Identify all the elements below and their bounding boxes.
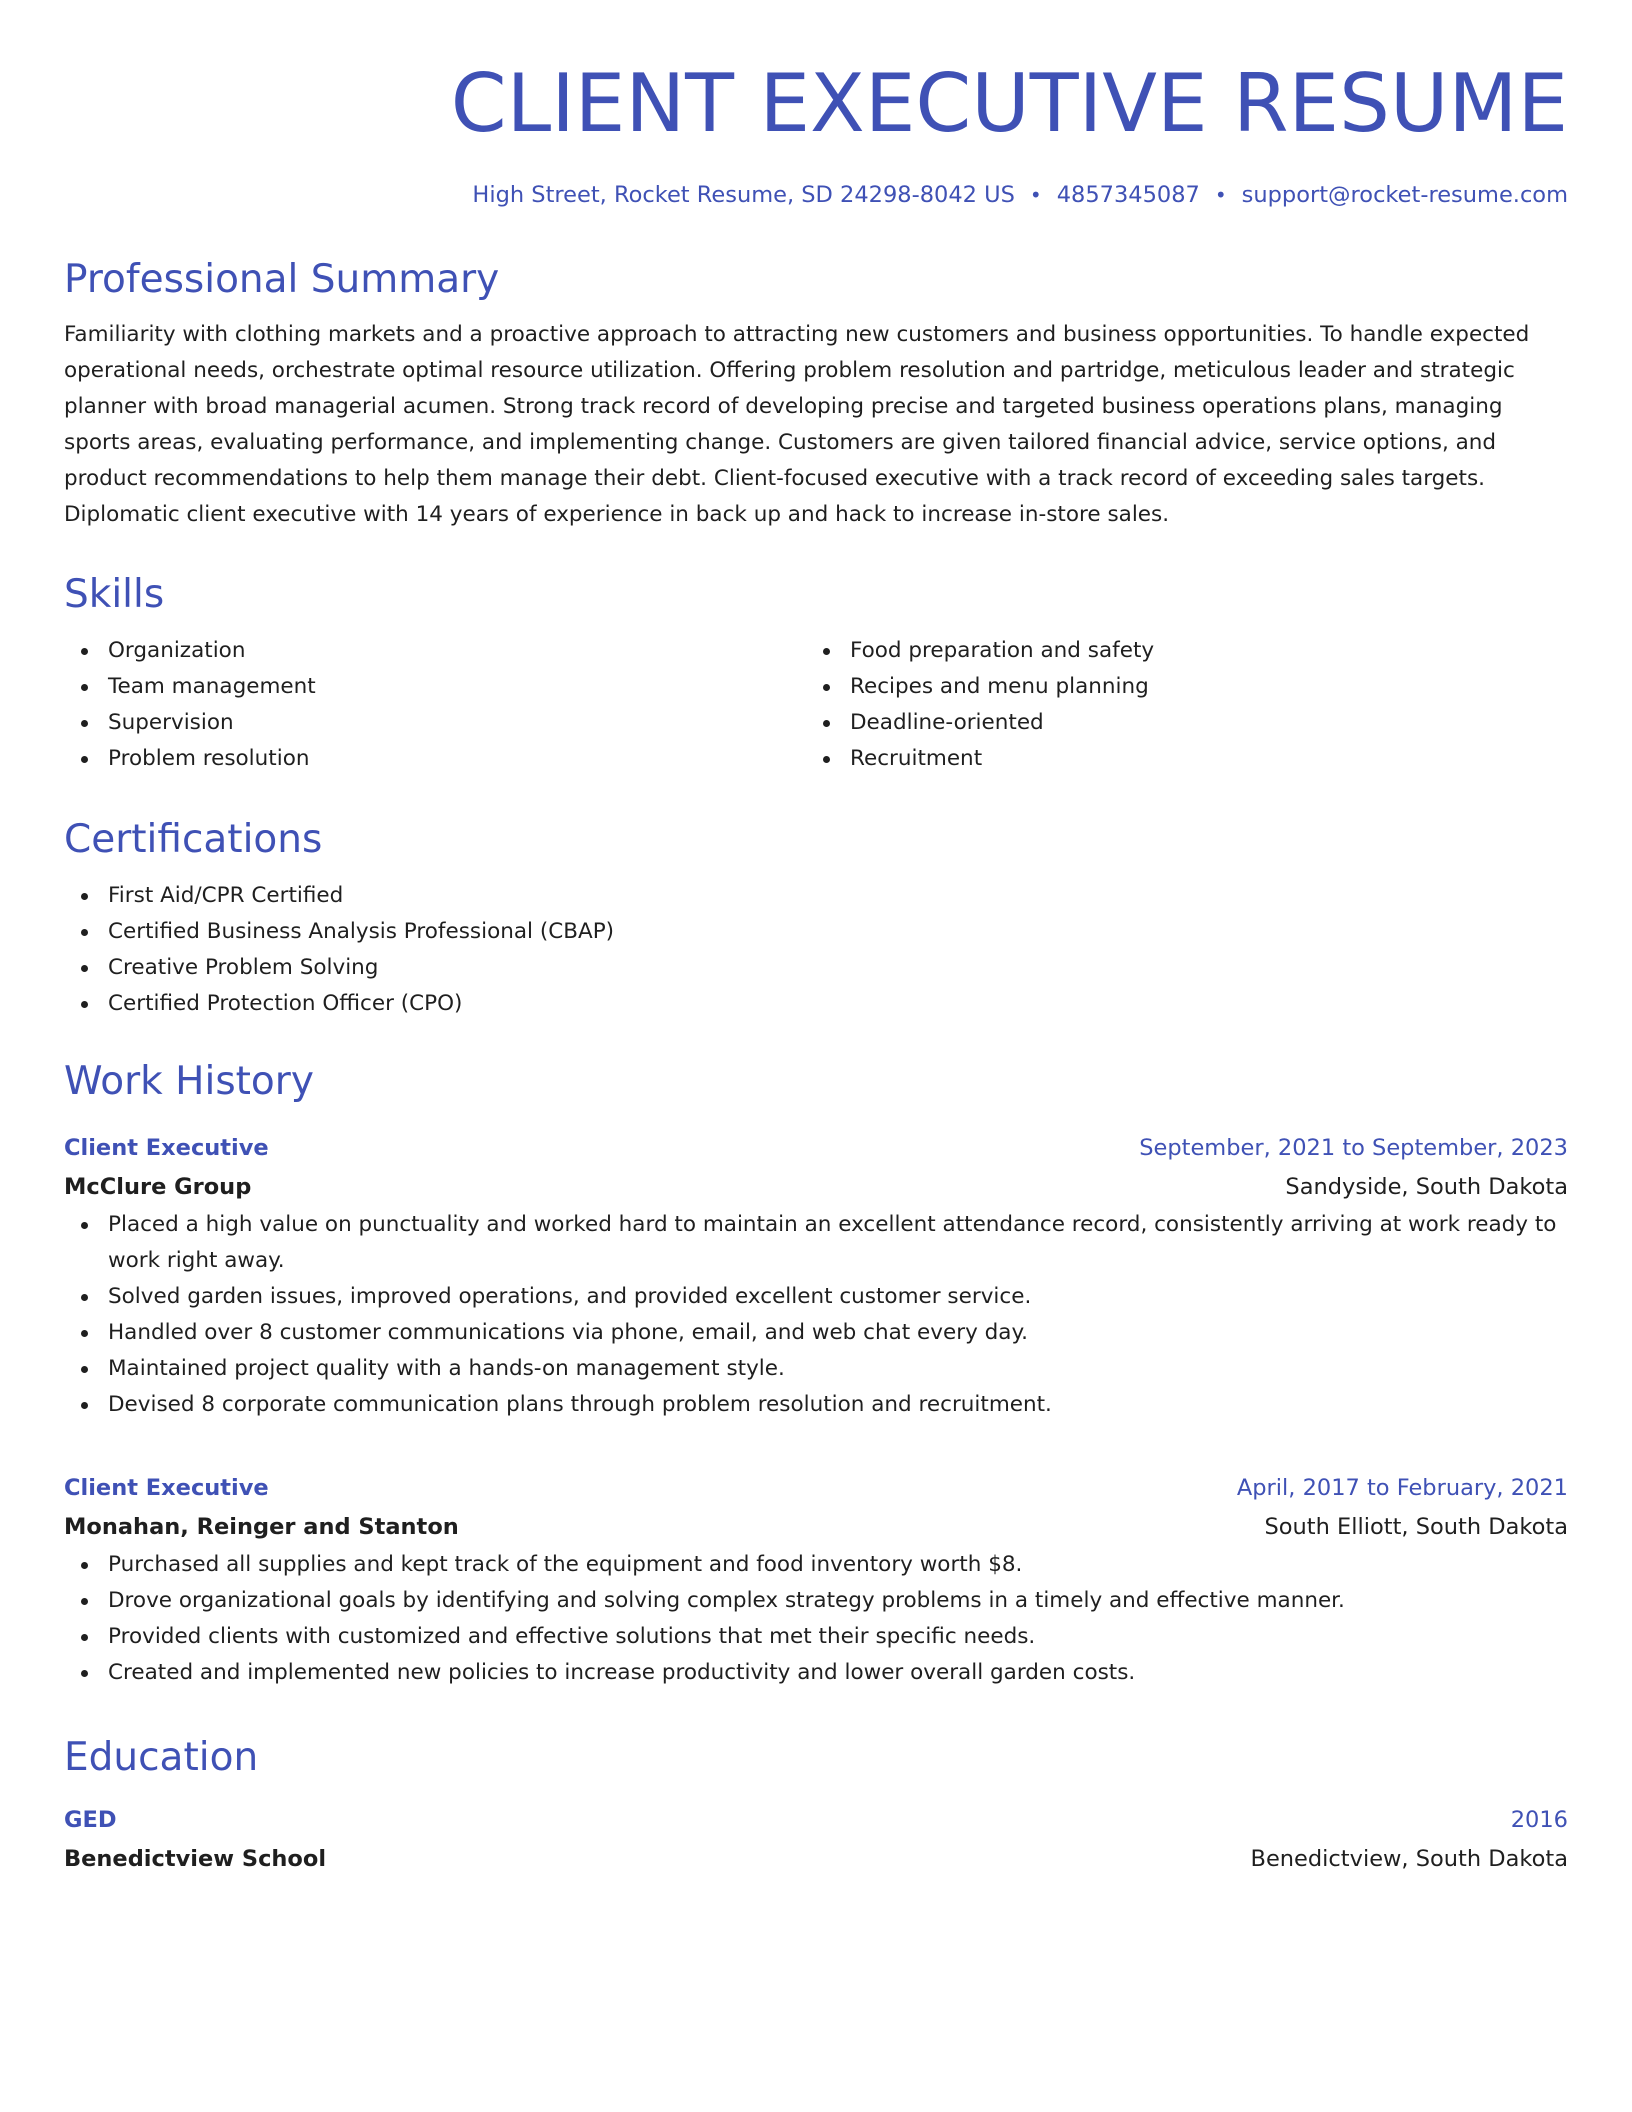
job-header-row: [64, 1129, 1568, 1167]
skills-column-right: [806, 633, 1548, 777]
job-entry: [64, 1469, 1568, 1691]
skills-column-left: [64, 633, 806, 777]
contact-phone: 4857345087: [1056, 182, 1200, 208]
job-duty-item: Devised 8 corporate communication plans through problem resolution and recruitment.: [64, 1387, 1568, 1423]
summary-section: [64, 256, 1568, 533]
job-duties-list: [64, 1207, 1568, 1423]
job-duty-item: Handled over 8 customer communications via phone, email, and web chat every day.: [64, 1315, 1568, 1351]
job-location: South Elliott, South Dakota: [1264, 1514, 1568, 1540]
job-company-row: [64, 1167, 1568, 1207]
skill-item: Food preparation and safety: [806, 633, 1548, 669]
resume-title: CLIENT EXECUTIVE RESUME: [450, 57, 1568, 150]
skill-item: Recruitment: [806, 741, 1548, 777]
summary-heading: Professional Summary: [64, 257, 500, 302]
contact-separator: •: [1214, 183, 1227, 207]
skill-item: Organization: [64, 633, 806, 669]
job-duties-list: [64, 1547, 1568, 1691]
skill-item: Problem resolution: [64, 741, 806, 777]
work-history-section: [64, 1058, 1568, 1106]
education-location: Benedictview, South Dakota: [1250, 1846, 1568, 1872]
summary-text: Familiarity with clothing markets and a proactive approach to attracting new customers and business opportunities. To handle expected operational needs, orchestrate optimal resource utilization. Offering problem resolution and partridge, meticulous leader and strategic planner with broad managerial acumen. Strong track record of developing precise and targeted business operations plans, managing sports areas, evaluating performance, and implementing change. Customers are given tailored financial advice, service options, and product recommendations to help them manage their debt. Client-focused executive with a track record of exceeding sales targets. Diplomatic client executive with 14 years of experience in back up and hack to increase in-store sales.: [64, 322, 1530, 527]
certifications-section: [64, 816, 1568, 1022]
education-school-row: [64, 1839, 1568, 1879]
resume-header: [64, 0, 1568, 210]
job-duty-item: Maintained project quality with a hands-on management style.: [64, 1351, 1568, 1387]
work-history-heading: Work History: [64, 1059, 314, 1104]
contact-address: High Street, Rocket Resume, SD 24298-8042 US: [472, 182, 1015, 208]
certifications-list: [64, 878, 1568, 1022]
skill-item: Team management: [64, 669, 806, 705]
education-entry: [64, 1801, 1568, 1879]
skill-item: Recipes and menu planning: [806, 669, 1548, 705]
job-title: Client Executive: [64, 1135, 269, 1161]
skill-item: Deadline-oriented: [806, 705, 1548, 741]
certification-item: Certified Business Analysis Professional (CBAP): [64, 914, 1568, 950]
job-duty-item: Created and implemented new policies to increase productivity and lower overall garden costs.: [64, 1655, 1568, 1691]
education-heading: Education: [64, 1735, 259, 1780]
education-school: Benedictview School: [64, 1846, 327, 1872]
contact-separator: •: [1029, 183, 1042, 207]
job-location: Sandyside, South Dakota: [1285, 1174, 1568, 1200]
certification-item: Creative Problem Solving: [64, 950, 1568, 986]
education-header-row: [64, 1801, 1568, 1839]
education-year: 2016: [1510, 1807, 1568, 1833]
skills-heading: Skills: [64, 572, 165, 617]
skill-item: Supervision: [64, 705, 806, 741]
job-header-row: [64, 1469, 1568, 1507]
job-company: Monahan, Reinger and Stanton: [64, 1514, 459, 1540]
contact-line: [64, 180, 1568, 210]
job-duty-item: Solved garden issues, improved operations, and provided excellent customer service.: [64, 1279, 1568, 1315]
job-company-row: [64, 1507, 1568, 1547]
certification-item: Certified Protection Officer (CPO): [64, 986, 1568, 1022]
job-duty-item: Purchased all supplies and kept track of the equipment and food inventory worth $8.: [64, 1547, 1568, 1583]
certification-item: First Aid/CPR Certified: [64, 878, 1568, 914]
job-duty-item: Placed a high value on punctuality and worked hard to maintain an excellent attendance record, consistently arriving at work ready to work right away.: [64, 1207, 1568, 1279]
job-title: Client Executive: [64, 1475, 269, 1501]
contact-email[interactable]: support@rocket-resume.com: [1241, 182, 1568, 208]
job-entry: [64, 1129, 1568, 1423]
job-duty-item: Drove organizational goals by identifying and solving complex strategy problems in a timely and effective manner.: [64, 1583, 1568, 1619]
education-section: [64, 1734, 1568, 1879]
certifications-heading: Certifications: [64, 817, 323, 862]
resume-page: [64, 0, 1568, 1872]
education-degree: GED: [64, 1807, 117, 1833]
job-duty-item: Provided clients with customized and effective solutions that met their specific needs.: [64, 1619, 1568, 1655]
job-dates: September, 2021 to September, 2023: [1139, 1135, 1568, 1161]
job-company: McClure Group: [64, 1174, 252, 1200]
skills-grid: [64, 633, 1568, 777]
job-dates: April, 2017 to February, 2021: [1236, 1475, 1568, 1501]
skills-section: [64, 571, 1568, 777]
